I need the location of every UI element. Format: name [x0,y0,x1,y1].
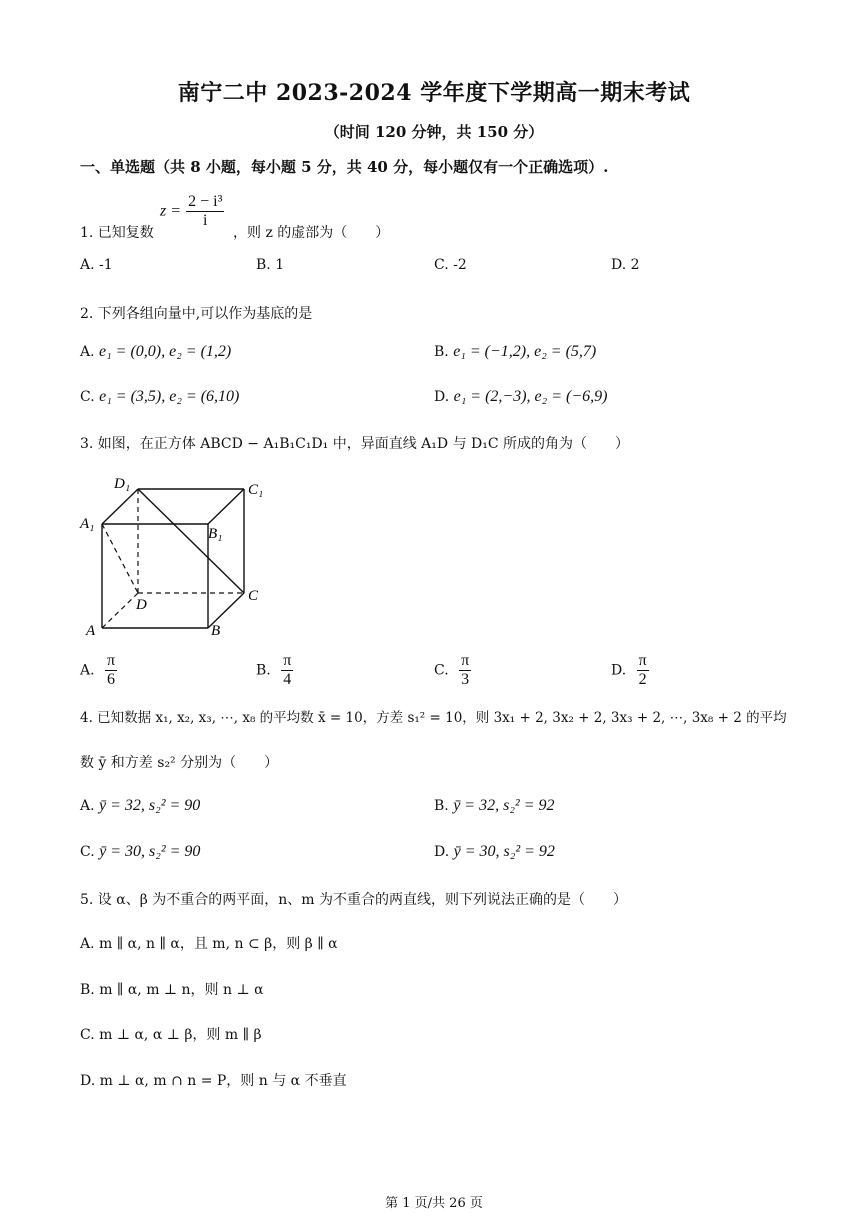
q5-option-b-label: B. [80,982,95,998]
q3-option-a-den: 6 [107,671,116,688]
label-c: C [248,588,259,604]
q4-option-b [434,797,554,815]
q3-text: 3. 如图，在正方体 ABCD − A₁B₁C₁D₁ 中，异面直线 A₁D 与 D₁C 所成的角为（ ） [80,436,630,452]
q2-option-a-label: A. [80,344,95,360]
label-a: A [86,623,96,639]
q3-option-c-label: C. [434,662,449,679]
label-c1: C₁ [248,482,264,498]
q5-option-d-expr: m ⊥ α, m ∩ n = P，则 n 与 α 不垂直 [99,1073,347,1089]
q4-option-c-expr: ȳ = 30, s₂² = 90 [99,843,201,860]
q2-option-b [434,343,596,361]
q4-option-b-label: B. [434,798,449,814]
q3-option-a [80,652,117,689]
q2-option-a-expr: e₁ = (0,0), e₂ = (1,2) [99,343,232,360]
label-a1: A₁ [80,516,95,532]
edge-c1b1 [208,489,244,524]
section-heading: 一、单选题（共 8 小题，每小题 5 分，共 40 分，每小题仅有一个正确选项）. [80,158,609,176]
hidden-edge-ad [102,593,138,628]
q5-option-a-label: A. [80,936,95,952]
q5-option-c [80,1024,262,1044]
q5-option-c-expr: m ⊥ α, α ⊥ β，则 m ∥ β [99,1027,262,1043]
q1-text: 1. 已知复数 [80,225,154,241]
label-b1: B₁ [208,526,223,542]
q2-option-a [80,343,231,361]
q3-option-d-num: π [638,652,647,669]
q5-option-c-label: C. [80,1027,95,1043]
q2-text: 2. 下列各组向量中,可以作为基底的是 [80,306,313,322]
q1-option-b: B. 1 [256,257,285,273]
q1-fraction-denominator: i [203,212,208,229]
q5-option-d-label: D. [80,1073,96,1089]
q4-option-d-label: D. [434,844,450,860]
q3-option-a-num: π [107,652,116,669]
q4-option-a-label: A. [80,798,95,814]
q3-option-c-num: π [461,652,470,669]
q3-option-b-den: 4 [283,671,292,688]
edge-a1d1 [102,489,138,524]
q1-formula-lhs: z = [160,202,182,220]
exam-info: （时间 120 分钟，共 150 分） [324,123,544,141]
q4-option-d [434,843,555,861]
label-b: B [211,623,221,639]
q2-option-d [434,388,607,406]
page-title: 南宁二中 2023-2024 学年度下学期高一期末考试 [177,80,691,106]
cube-diagram [78,472,278,642]
q4-option-d-expr: ȳ = 30, s₂² = 92 [453,843,555,860]
q3-option-a-fraction [105,652,117,689]
q3-option-d-den: 2 [638,671,647,688]
q4-option-c [80,843,200,861]
q5-option-b-expr: m ∥ α, m ⊥ n，则 n ⊥ α [99,982,264,998]
q2-option-c-label: C. [80,389,95,405]
q2-option-b-expr: e₁ = (−1,2), e₂ = (5,7) [453,343,597,360]
q2-option-c-expr: e₁ = (3,5), e₂ = (6,10) [99,388,240,405]
q3-option-c-fraction [459,652,471,689]
q5-option-a [80,933,338,953]
q3-option-b [256,652,293,689]
q1-fraction [186,193,224,230]
q5-option-d [80,1070,347,1090]
q1-option-a: A. -1 [80,257,113,273]
q2-option-d-label: D. [434,389,450,405]
q4-option-a [80,797,200,815]
q5-option-b [80,979,264,999]
page-footer: 第 1 页/共 26 页 [385,1196,483,1211]
q3-option-d-fraction [637,652,649,689]
q4-option-b-expr: ȳ = 32, s₂² = 92 [453,797,555,814]
q4-text-line1: 4. 已知数据 x₁, x₂, x₃, ⋯, x₈ 的平均数 x̄ = 10，方差 s₁² = 10，则 3x₁ + 2, 3x₂ + 2, 3x₃ + 2, ⋯, 3x₈ + 2 的平均 [80,710,787,726]
q3-option-c [434,652,471,689]
q1-fraction-numerator: 2 − i³ [188,193,223,210]
q3-option-c-den: 3 [461,671,470,688]
q1-option-c: C. -2 [434,257,467,273]
q3-option-d [611,652,649,689]
q1-option-d: D. 2 [611,257,640,273]
q1-formula [160,193,224,230]
q3-option-b-num: π [283,652,292,669]
q3-option-d-label: D. [611,662,627,679]
label-d: D [136,597,147,613]
q2-option-c [80,388,239,406]
q3-option-b-label: B. [256,662,271,679]
q2-option-d-expr: e₁ = (2,−3), e₂ = (−6,9) [453,388,608,405]
q2-option-b-label: B. [434,344,449,360]
q5-option-a-expr: m ∥ α, n ∥ α，且 m, n ⊂ β，则 β ∥ α [99,936,338,952]
diagonal-a1d [102,524,138,593]
q1-text-2: ，则 z 的虚部为（ ） [233,225,390,241]
q4-text-line2: 数 ȳ 和方差 s₂² 分别为（ ） [80,755,279,771]
q3-option-b-fraction [281,652,293,689]
q4-option-a-expr: ȳ = 32, s₂² = 90 [99,797,201,814]
q5-text: 5. 设 α、β 为不重合的两平面，n、m 为不重合的两直线，则下列说法正确的是（ ） [80,892,627,908]
label-d1: D₁ [114,476,131,492]
q4-option-c-label: C. [80,844,95,860]
q3-option-a-label: A. [80,662,95,679]
